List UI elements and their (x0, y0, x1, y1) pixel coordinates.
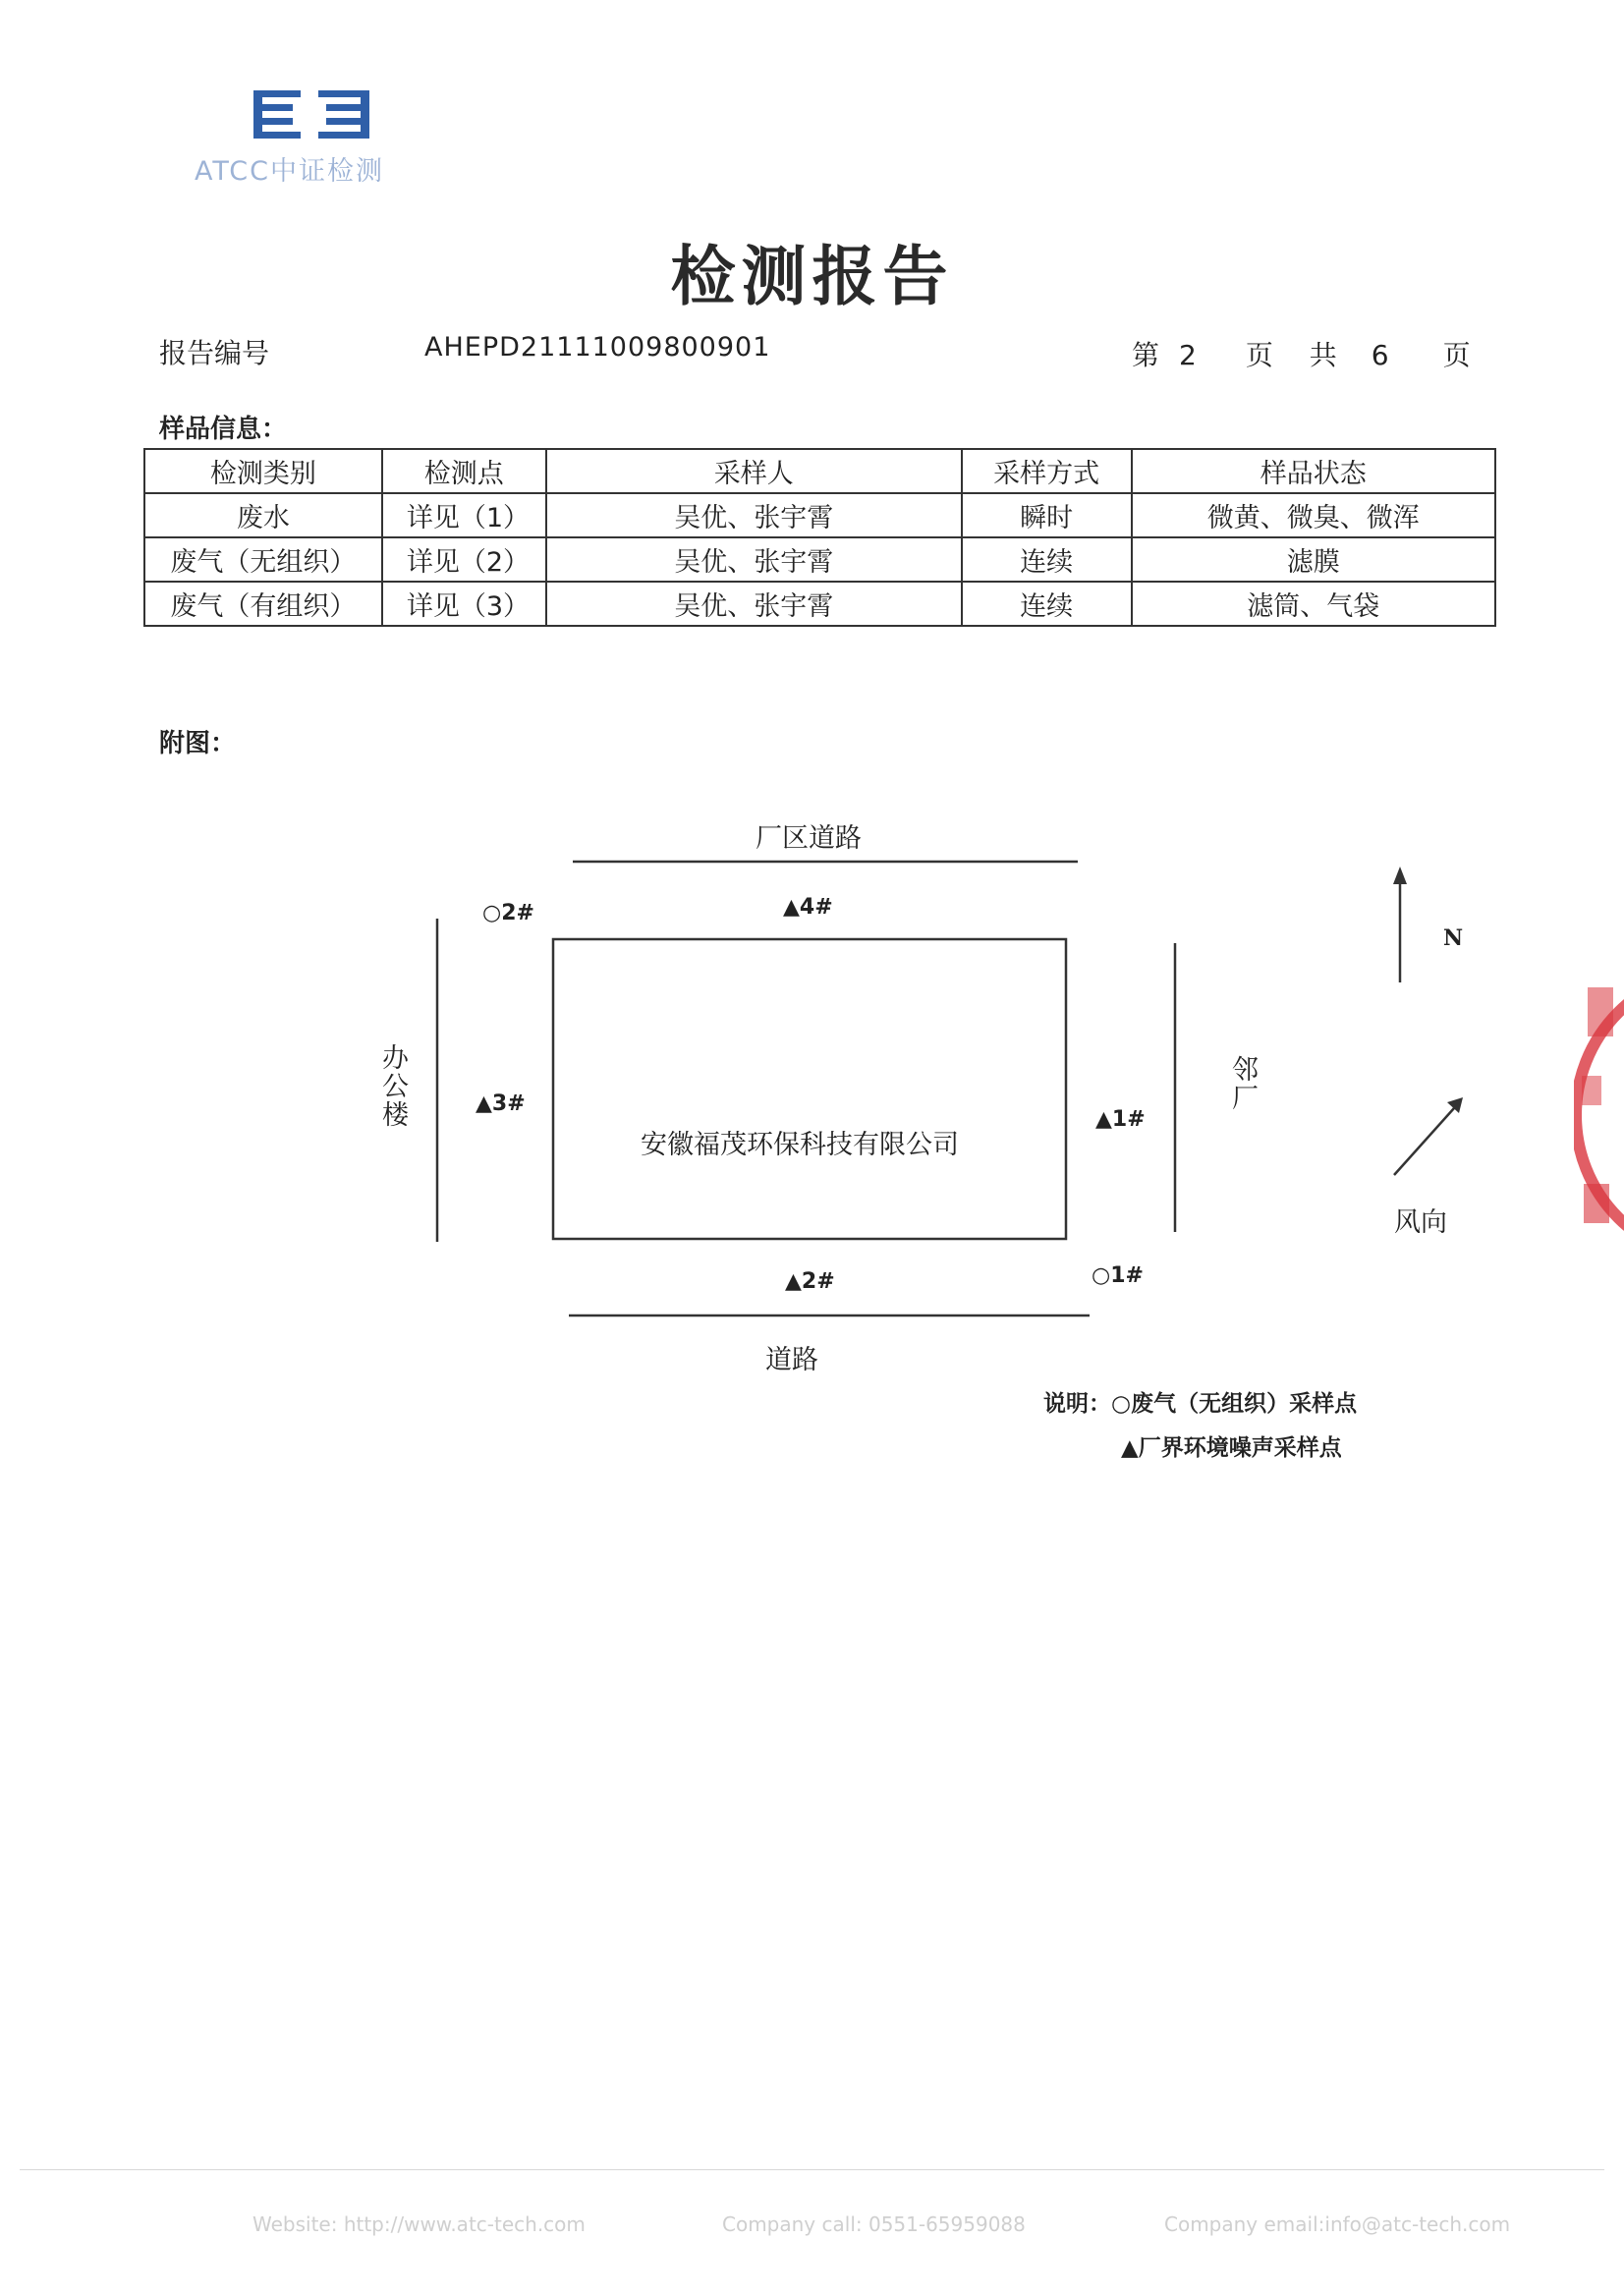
table-cell: 详见（1） (382, 493, 546, 537)
report-number: AHEPD21111009800901 (424, 332, 771, 363)
legend-circle: ○废气（无组织）采样点 (1111, 1391, 1358, 1417)
table-cell: 滤膜 (1132, 537, 1495, 582)
report-number-label: 报告编号 (159, 337, 270, 369)
legend-triangle: ▲厂界环境噪声采样点 (1121, 1435, 1342, 1461)
table-cell: 微黄、微臭、微浑 (1132, 493, 1495, 537)
column-header: 采样方式 (962, 449, 1132, 493)
gas-point-2: ○2# (482, 901, 534, 925)
legend (1043, 1385, 1357, 1418)
table-cell: 吴优、张宇霄 (546, 493, 962, 537)
wind-direction-arrow-icon (1394, 1097, 1463, 1175)
red-seal-stamp-icon (1574, 958, 1624, 1272)
figure-label: 附图： (159, 729, 237, 758)
logo-text: ATCC中证检测 (195, 156, 384, 187)
neighbor-factory-label: 邻厂 (1227, 1055, 1258, 1112)
top-road-label: 厂区道路 (756, 823, 862, 854)
table-cell: 详见（3） (382, 582, 546, 626)
table-cell: 废气（有组织） (144, 582, 382, 626)
page-suffix: 页 (1442, 339, 1471, 371)
table-cell: 连续 (962, 582, 1132, 626)
wind-label: 风向 (1394, 1207, 1447, 1238)
column-header: 采样人 (546, 449, 962, 493)
table-cell: 吴优、张宇霄 (546, 537, 962, 582)
noise-point-2: ▲2# (785, 1269, 835, 1294)
company-name: 安徽福茂环保科技有限公司 (641, 1130, 959, 1160)
table-cell: 废气（无组织） (144, 537, 382, 582)
document-title: 检测报告 (670, 239, 954, 314)
page-current: 2 (1179, 339, 1197, 371)
office-building-label: 办公楼 (377, 1043, 408, 1129)
noise-point-4: ▲4# (783, 895, 833, 920)
footer-website: Website: http://www.atc-tech.com (252, 2212, 586, 2236)
factory-outline (553, 939, 1066, 1239)
gas-point-1: ○1# (1092, 1263, 1144, 1288)
table-cell: 详见（2） (382, 537, 546, 582)
column-header: 样品状态 (1132, 449, 1495, 493)
bottom-road-label: 道路 (765, 1345, 818, 1375)
page-total-label: 共 (1309, 339, 1337, 371)
sample-info-label: 样品信息： (159, 415, 288, 444)
table-cell: 连续 (962, 537, 1132, 582)
table-cell: 废水 (144, 493, 382, 537)
legend-title: 说明： (1043, 1391, 1111, 1417)
noise-point-1: ▲1# (1095, 1107, 1146, 1132)
table-cell: 滤筒、气袋 (1132, 582, 1495, 626)
noise-point-3: ▲3# (476, 1092, 526, 1116)
column-header: 检测类别 (144, 449, 382, 493)
north-label: N (1443, 925, 1464, 951)
footer-phone: Company call: 0551-65959088 (722, 2212, 1026, 2236)
north-arrow-icon (1393, 867, 1407, 982)
page-unit: 页 (1245, 339, 1273, 371)
table-cell: 吴优、张宇霄 (546, 582, 962, 626)
page-prefix: 第 (1132, 339, 1160, 371)
table-cell: 瞬时 (962, 493, 1132, 537)
footer-divider (20, 2169, 1604, 2170)
column-header: 检测点 (382, 449, 546, 493)
footer-email: Company email:info@atc-tech.com (1164, 2212, 1511, 2236)
page-total: 6 (1371, 339, 1389, 371)
